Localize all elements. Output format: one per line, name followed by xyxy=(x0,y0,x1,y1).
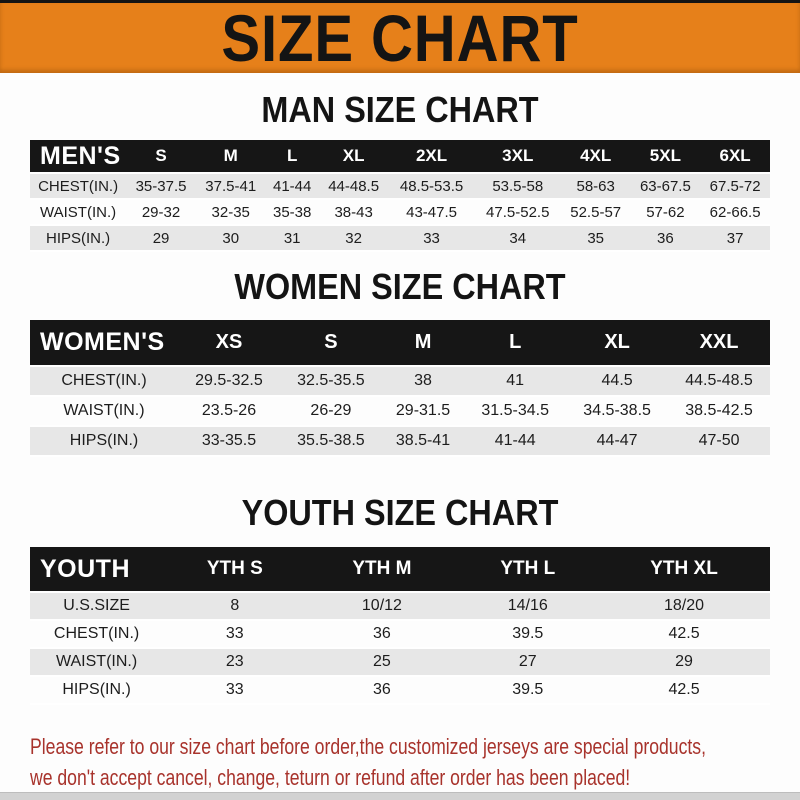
measurement-row xyxy=(30,426,770,456)
size-value-cell: 10/12 xyxy=(306,592,457,620)
size-value-cell: 35-37.5 xyxy=(126,173,196,199)
row-label: WAIST(IN.) xyxy=(30,199,126,225)
row-label: HIPS(IN.) xyxy=(30,225,126,251)
size-value-cell: 29-31.5 xyxy=(382,396,464,426)
size-value-cell: 35.5-38.5 xyxy=(280,426,382,456)
size-column-header: 5XL xyxy=(649,146,681,165)
size-column-header: L xyxy=(509,331,522,353)
table-title-cell: MEN'S xyxy=(40,141,121,170)
size-value-cell: 33 xyxy=(163,676,306,704)
size-value-cell: 29 xyxy=(126,225,196,251)
size-value-cell: 62-66.5 xyxy=(700,199,770,225)
size-value-cell: 33-35.5 xyxy=(178,426,280,456)
size-value-cell: 18/20 xyxy=(598,592,770,620)
size-value-cell: 43-47.5 xyxy=(388,199,474,225)
size-value-cell: 36 xyxy=(631,225,701,251)
size-column-header: M xyxy=(414,331,432,353)
table-header-row xyxy=(30,547,770,592)
table-title-cell: WOMEN'S xyxy=(40,328,165,356)
disclaimer-line-1: Please refer to our size chart before order,the customized jerseys are special products, xyxy=(30,734,706,759)
size-value-cell: 27 xyxy=(457,648,598,676)
size-value-cell: 23 xyxy=(163,648,306,676)
row-label: WAIST(IN.) xyxy=(30,648,163,676)
women-table-head xyxy=(30,320,770,366)
row-label: WAIST(IN.) xyxy=(30,396,178,426)
size-value-cell: 44.5 xyxy=(566,366,668,396)
size-value-cell: 44.5-48.5 xyxy=(668,366,770,396)
size-value-cell: 63-67.5 xyxy=(631,173,701,199)
row-label: CHEST(IN.) xyxy=(30,366,178,396)
size-column-header: XS xyxy=(215,331,243,353)
size-column-header: M xyxy=(223,146,238,165)
size-value-cell: 37.5-41 xyxy=(196,173,266,199)
size-value-cell: 52.5-57 xyxy=(561,199,631,225)
size-value-cell: 47-50 xyxy=(668,426,770,456)
size-value-cell: 67.5-72 xyxy=(700,173,770,199)
size-value-cell: 33 xyxy=(388,225,474,251)
row-label: CHEST(IN.) xyxy=(30,620,163,648)
size-value-cell: 41-44 xyxy=(266,173,319,199)
size-column-header: 2XL xyxy=(415,146,448,165)
size-column-header: 3XL xyxy=(502,146,534,165)
women-size-table xyxy=(30,320,770,457)
size-value-cell: 53.5-58 xyxy=(475,173,561,199)
size-value-cell: 42.5 xyxy=(598,676,770,704)
measurement-row xyxy=(30,676,770,704)
youth-table-body xyxy=(30,592,770,704)
size-value-cell: 36 xyxy=(306,620,457,648)
size-value-cell: 14/16 xyxy=(457,592,598,620)
size-value-cell: 39.5 xyxy=(457,676,598,704)
measurement-row xyxy=(30,648,770,676)
size-value-cell: 36 xyxy=(306,676,457,704)
title-banner xyxy=(0,0,800,73)
men-table-head xyxy=(30,140,770,173)
size-value-cell: 32-35 xyxy=(196,199,266,225)
men-size-table xyxy=(30,140,770,252)
disclaimer-line-2: we don't accept cancel, change, teturn or refund after order has been placed! xyxy=(30,765,631,790)
size-column-header: 4XL xyxy=(580,146,612,165)
size-value-cell: 44-47 xyxy=(566,426,668,456)
size-value-cell: 42.5 xyxy=(598,620,770,648)
size-value-cell: 44-48.5 xyxy=(319,173,389,199)
size-column-header: YTH S xyxy=(206,558,263,579)
size-value-cell: 47.5-52.5 xyxy=(475,199,561,225)
size-value-cell: 34 xyxy=(475,225,561,251)
section-heading-man xyxy=(0,89,800,130)
size-value-cell: 8 xyxy=(163,592,306,620)
size-value-cell: 32 xyxy=(319,225,389,251)
table-header-row xyxy=(30,320,770,366)
size-value-cell: 29.5-32.5 xyxy=(178,366,280,396)
youth-size-table xyxy=(30,547,770,705)
row-label: U.S.SIZE xyxy=(30,592,163,620)
section-heading-women xyxy=(0,266,800,307)
size-value-cell: 35 xyxy=(561,225,631,251)
size-column-header: YTH XL xyxy=(650,558,718,579)
measurement-row xyxy=(30,173,770,199)
size-column-header: S xyxy=(155,146,167,165)
size-value-cell: 26-29 xyxy=(280,396,382,426)
size-value-cell: 30 xyxy=(196,225,266,251)
size-value-cell: 37 xyxy=(700,225,770,251)
row-label: HIPS(IN.) xyxy=(30,426,178,456)
table-title-cell: YOUTH xyxy=(40,554,130,583)
measurement-row xyxy=(30,620,770,648)
section-heading-youth xyxy=(0,492,800,533)
section-heading-women-text: WOMEN SIZE CHART xyxy=(234,266,566,307)
size-column-header: S xyxy=(324,331,338,353)
size-column-header: XL xyxy=(604,331,630,353)
size-value-cell: 23.5-26 xyxy=(178,396,280,426)
size-column-header: YTH L xyxy=(500,558,556,579)
size-value-cell: 48.5-53.5 xyxy=(388,173,474,199)
size-column-header: L xyxy=(286,146,298,165)
measurement-row xyxy=(30,592,770,620)
size-column-header: XL xyxy=(342,146,365,165)
size-value-cell: 25 xyxy=(306,648,457,676)
men-table-body xyxy=(30,173,770,251)
youth-table-head xyxy=(30,547,770,592)
size-value-cell: 33 xyxy=(163,620,306,648)
size-column-header: YTH M xyxy=(352,558,412,579)
measurement-row xyxy=(30,396,770,426)
women-table-body xyxy=(30,366,770,456)
bottom-edge-strip xyxy=(0,792,800,800)
size-value-cell: 41-44 xyxy=(464,426,566,456)
size-value-cell: 38-43 xyxy=(319,199,389,225)
size-value-cell: 38.5-41 xyxy=(382,426,464,456)
size-value-cell: 31.5-34.5 xyxy=(464,396,566,426)
size-value-cell: 38 xyxy=(382,366,464,396)
size-value-cell: 35-38 xyxy=(266,199,319,225)
measurement-row xyxy=(30,199,770,225)
table-header-row xyxy=(30,140,770,173)
disclaimer-note xyxy=(30,731,706,793)
size-value-cell: 39.5 xyxy=(457,620,598,648)
section-heading-man-text: MAN SIZE CHART xyxy=(261,89,539,130)
row-label: CHEST(IN.) xyxy=(30,173,126,199)
size-value-cell: 41 xyxy=(464,366,566,396)
section-heading-youth-text: YOUTH SIZE CHART xyxy=(241,492,559,533)
size-column-header: XXL xyxy=(699,331,739,353)
size-value-cell: 29 xyxy=(598,648,770,676)
size-value-cell: 57-62 xyxy=(631,199,701,225)
page-title: SIZE CHART xyxy=(221,1,579,75)
size-value-cell: 29-32 xyxy=(126,199,196,225)
size-value-cell: 58-63 xyxy=(561,173,631,199)
size-value-cell: 32.5-35.5 xyxy=(280,366,382,396)
size-value-cell: 34.5-38.5 xyxy=(566,396,668,426)
size-value-cell: 31 xyxy=(266,225,319,251)
row-label: HIPS(IN.) xyxy=(30,676,163,704)
size-column-header: 6XL xyxy=(719,146,751,165)
measurement-row xyxy=(30,225,770,251)
measurement-row xyxy=(30,366,770,396)
size-value-cell: 38.5-42.5 xyxy=(668,396,770,426)
